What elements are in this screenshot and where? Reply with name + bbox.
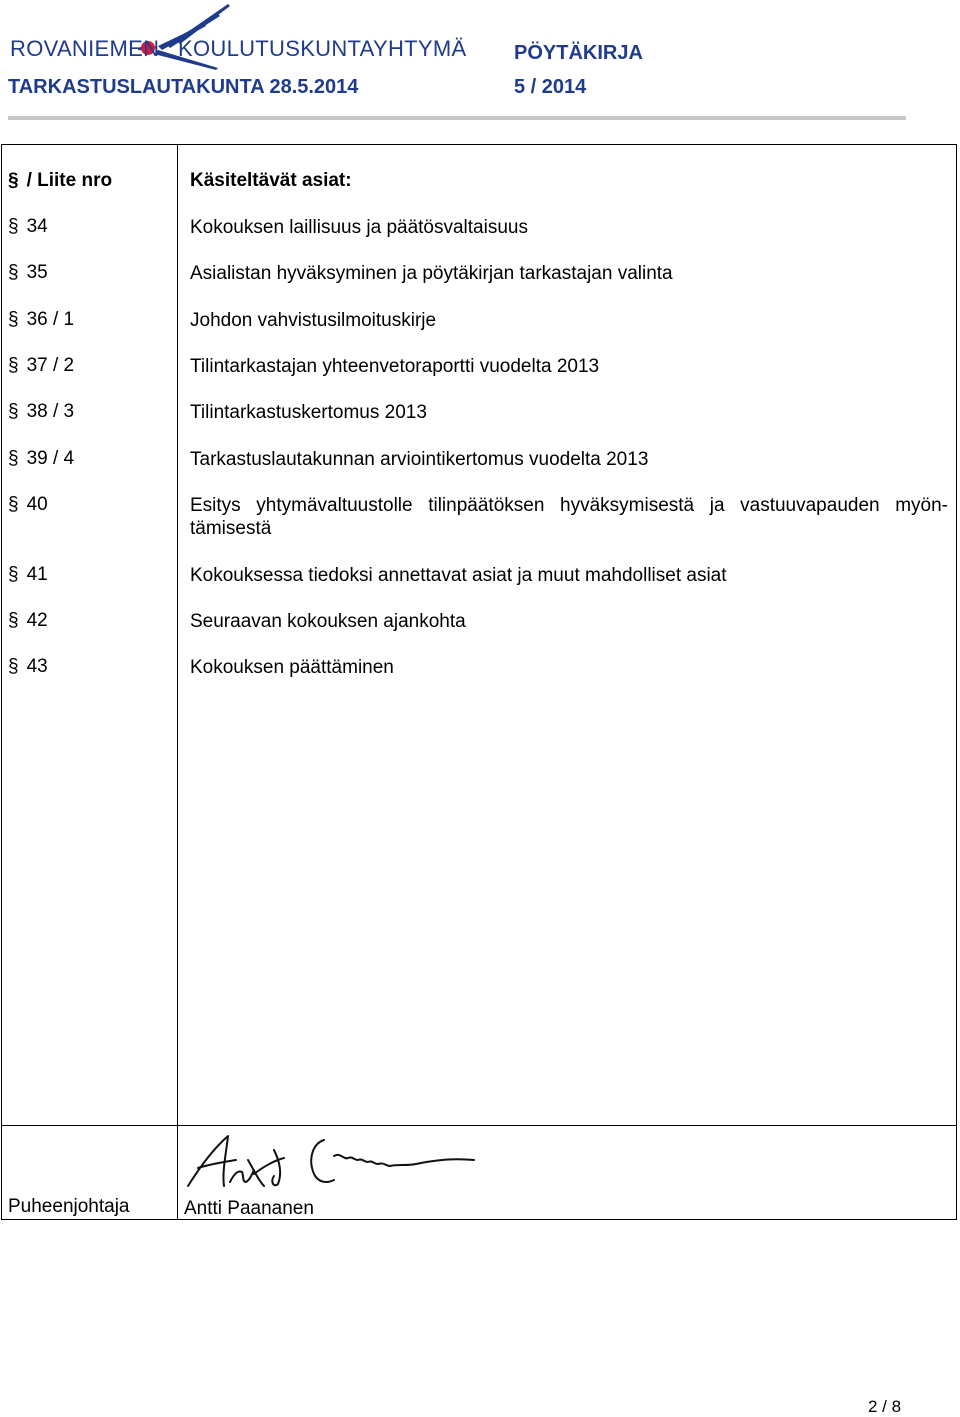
agenda-item-title: Kokouksessa tiedoksi annettavat asiat ja muut mahdolliset asiat — [190, 565, 727, 586]
handwritten-signature — [184, 1130, 484, 1196]
agenda-item-number: § 37 / 2 — [8, 355, 75, 376]
org-name-left: ROVANIEMEN — [10, 36, 160, 61]
agenda-item-number: § 39 / 4 — [8, 448, 75, 469]
agenda-item-title: Johdon vahvistusilmoituskirje — [190, 310, 437, 331]
page-number: 2 / 8 — [868, 1397, 902, 1416]
document-type: PÖYTÄKIRJA — [514, 42, 643, 64]
agenda-item-number: § 40 — [8, 494, 48, 515]
section-symbol: § — [8, 401, 19, 422]
column-header-title: Käsiteltävät asiat: — [190, 170, 352, 191]
section-symbol: § — [8, 170, 19, 191]
agenda-item-number: § 41 — [8, 564, 48, 585]
agenda-item-title: Seuraavan kokouksen ajankohta — [190, 611, 466, 632]
section-symbol: § — [8, 216, 19, 237]
agenda-item-number: § 36 / 1 — [8, 309, 75, 330]
column-divider — [177, 144, 178, 1220]
section-symbol: § — [8, 610, 19, 631]
agenda-item-title: Tarkastuslautakunnan arviointikertomus vuodelta 2013 — [190, 449, 649, 470]
agenda-item-number: § 35 — [8, 262, 48, 283]
section-symbol: § — [8, 564, 19, 585]
agenda-item-title: Tilintarkastajan yhteenvetoraportti vuodelta 2013 — [190, 356, 600, 377]
agenda-item-number: § 43 — [8, 656, 48, 677]
signature-row-divider — [1, 1125, 957, 1126]
header-divider — [8, 116, 906, 120]
agenda-item-title: Kokouksen laillisuus ja päätösvaltaisuus — [190, 217, 528, 238]
section-symbol: § — [8, 656, 19, 677]
section-symbol: § — [8, 309, 19, 330]
agenda-item-title: Esitys yhtymävaltuustolle tilinpäätöksen hyväksymisestä ja vastuuvapauden myön-tämisestä — [190, 495, 948, 539]
signatory-role: Puheenjohtaja — [8, 1196, 130, 1217]
org-name-right: KOULUTUSKUNTAYHTYMÄ — [178, 36, 467, 61]
agenda-table — [1, 144, 957, 1220]
committee-and-date: TARKASTUSLAUTAKUNTA 28.5.2014 — [8, 76, 359, 98]
agenda-item-number: § 42 — [8, 610, 48, 631]
agenda-item-number: § 34 — [8, 216, 48, 237]
column-header-number: § / Liite nro — [8, 170, 113, 191]
agenda-item-title: Asialistan hyväksyminen ja pöytäkirjan tarkastajan valinta — [190, 263, 673, 284]
agenda-item-number: § 38 / 3 — [8, 401, 75, 422]
document-number: 5 / 2014 — [514, 76, 587, 98]
agenda-item-title: Kokouksen päättäminen — [190, 657, 394, 678]
agenda-item-title: Tilintarkastuskertomus 2013 — [190, 402, 427, 423]
section-symbol: § — [8, 494, 19, 515]
section-symbol: § — [8, 262, 19, 283]
section-symbol: § — [8, 448, 19, 469]
signatory-name: Antti Paananen — [184, 1198, 314, 1219]
section-symbol: § — [8, 355, 19, 376]
